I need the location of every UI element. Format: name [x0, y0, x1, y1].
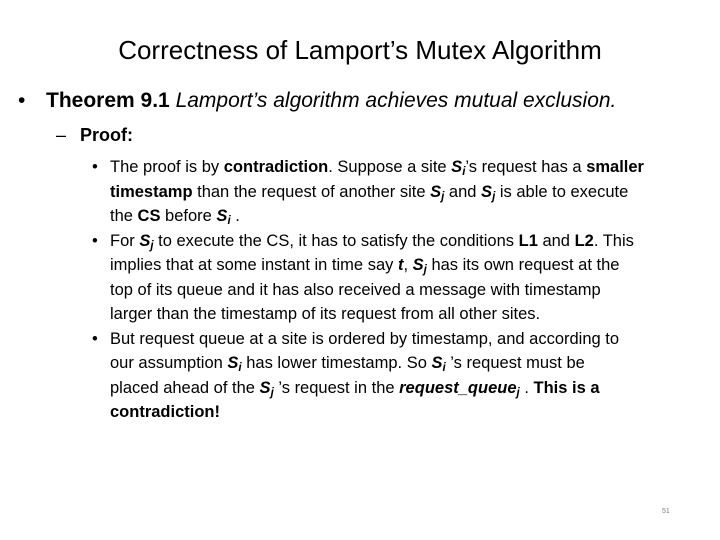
text-run: ’s request has a	[465, 158, 587, 176]
text-run: . Suppose a site	[328, 158, 452, 176]
text-run: ,	[403, 256, 413, 274]
site-subscript: j	[441, 190, 445, 203]
text-run: timestamp	[110, 182, 193, 201]
text-run: This is a	[533, 378, 600, 397]
queue-subscript: j	[516, 386, 520, 399]
text-run: .	[230, 207, 240, 225]
theorem-statement: Lamport’s algorithm achieves mutual exclusion.	[175, 89, 617, 112]
text-run: than the request of another site	[192, 182, 431, 201]
site-symbol: S	[139, 231, 151, 250]
proof-points	[92, 155, 714, 425]
text-run: t	[397, 256, 404, 274]
proof-point	[92, 155, 714, 229]
site-subscript: j	[270, 386, 274, 399]
site-symbol: S	[451, 158, 463, 176]
text-run: smaller	[586, 158, 644, 176]
text-line	[110, 204, 714, 229]
text-run: larger than the timestamp of its request from all other sites.	[110, 305, 541, 323]
text-run: top of its queue and it has also received a message with timestamp	[110, 280, 601, 299]
text-run: .	[519, 378, 534, 397]
queue-name: request_queue	[399, 378, 517, 397]
text-run: our assumption	[110, 354, 228, 372]
site-subscript: i	[227, 215, 231, 227]
theorem-line	[18, 87, 718, 115]
proof-heading	[56, 123, 133, 147]
point-bullet: •	[92, 329, 98, 348]
text-line	[110, 155, 714, 180]
text-line	[110, 180, 714, 205]
text-run: has its own request at the	[426, 256, 620, 274]
text-run: CS	[137, 207, 161, 225]
text-run: the	[110, 207, 138, 225]
site-symbol: S	[259, 378, 271, 397]
text-run: contradiction!	[110, 403, 220, 421]
text-line	[110, 327, 714, 352]
text-line	[110, 351, 714, 376]
slide-title: Correctness of Lamport’s Mutex Algorithm	[118, 35, 602, 65]
site-symbol: S	[412, 256, 424, 274]
proof-dash: –	[56, 125, 67, 145]
text-run: is able to execute	[495, 182, 629, 201]
site-symbol: S	[430, 182, 442, 201]
text-run: For	[110, 231, 140, 250]
text-line	[110, 302, 714, 327]
site-subscript: j	[423, 264, 427, 276]
theorem-bullet: •	[18, 89, 26, 112]
site-symbol: S	[227, 354, 239, 372]
site-subscript: i	[238, 362, 242, 374]
text-run: . This	[593, 231, 634, 250]
theorem-label: Theorem 9.1	[46, 89, 170, 112]
site-symbol: S	[431, 354, 443, 372]
text-run: before	[160, 207, 217, 225]
text-run: ’s request in the	[273, 378, 400, 397]
site-subscript: j	[492, 190, 496, 203]
proof-point	[92, 327, 714, 425]
text-run: and	[537, 231, 575, 250]
text-line	[110, 278, 714, 303]
site-subscript: j	[150, 239, 154, 252]
site-symbol: S	[216, 207, 228, 225]
site-subscript: i	[462, 166, 466, 178]
text-run: But request queue at a site is ordered by timestamp, and according to	[110, 329, 620, 348]
proof-point	[92, 229, 714, 327]
text-line	[110, 376, 714, 401]
text-run: contradiction	[223, 158, 329, 176]
text-line	[110, 400, 714, 425]
text-line	[110, 229, 714, 254]
page-number: 51	[662, 508, 670, 515]
text-line	[110, 253, 714, 278]
text-run: ’s request must be	[445, 354, 585, 372]
text-run: and	[444, 182, 482, 201]
site-subscript: i	[442, 362, 446, 374]
text-run: L1	[518, 231, 538, 250]
site-symbol: S	[481, 182, 493, 201]
text-run: has lower timestamp. So	[241, 354, 432, 372]
text-run: implies that at some instant in time say	[110, 256, 398, 274]
text-run: The proof is by	[110, 158, 224, 176]
point-bullet: •	[92, 158, 98, 176]
proof-label: Proof:	[80, 125, 133, 145]
text-run: L2	[574, 231, 594, 250]
text-run: placed ahead of the	[110, 378, 260, 397]
point-bullet: •	[92, 231, 98, 250]
text-run: to execute the CS, it has to satisfy the conditions	[153, 231, 519, 250]
